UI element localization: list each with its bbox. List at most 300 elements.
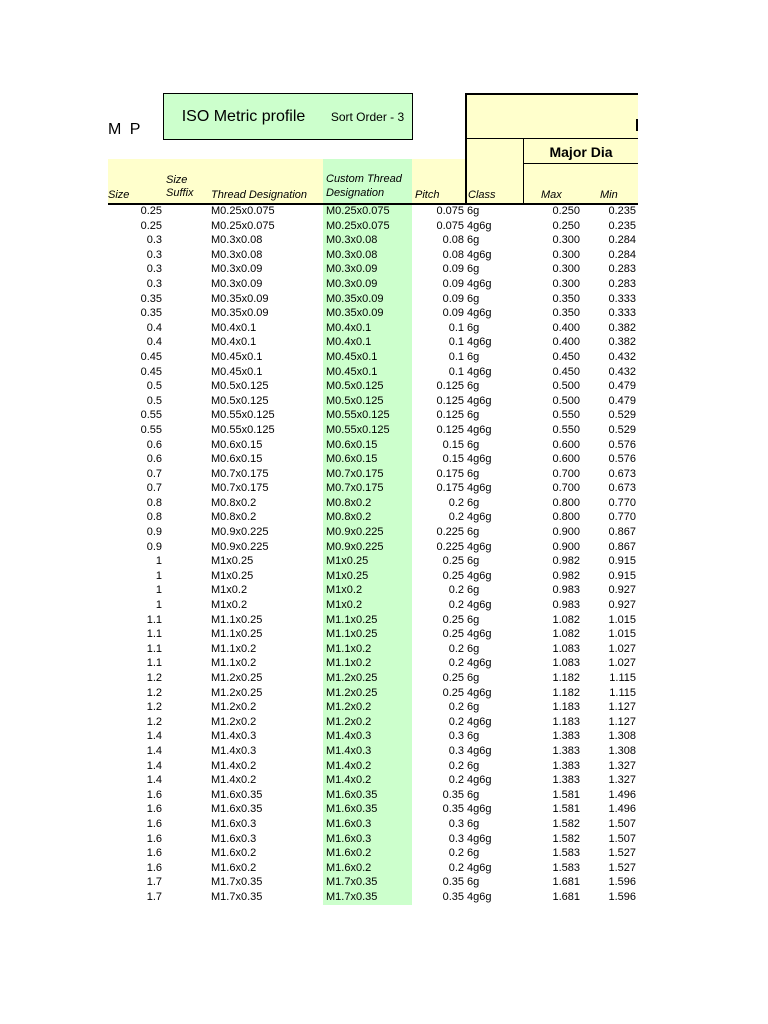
min-cell: 0.283: [608, 277, 636, 290]
size-cell: 1.6: [146, 817, 162, 830]
max-cell: 0.700: [552, 467, 580, 480]
table-row: [108, 467, 638, 482]
min-cell: 1.327: [608, 759, 636, 772]
table-row: [108, 233, 638, 248]
min-cell: 0.927: [608, 599, 636, 612]
thread-designation-cell: M1.6x0.2: [211, 861, 257, 874]
pitch-cell: 0.15: [442, 453, 464, 466]
size-cell: 1: [155, 584, 162, 597]
max-cell: 0.400: [552, 336, 580, 349]
class-cell: 4g6g: [467, 482, 492, 495]
size-cell: 0.3: [146, 248, 162, 261]
custom-designation-cell: M1.6x0.2: [326, 847, 372, 860]
pitch-cell: 0.125: [436, 409, 464, 422]
table-row: [108, 277, 638, 292]
class-cell: 6g: [467, 205, 480, 217]
size-cell: 0.45: [140, 350, 162, 363]
pitch-cell: 0.1: [448, 350, 464, 363]
size-cell: 1.6: [146, 861, 162, 874]
thread-designation-cell: M0.8x0.2: [211, 511, 257, 524]
custom-designation-cell: M1.1x0.25: [326, 628, 378, 641]
thread-designation-cell: M1x0.2: [211, 584, 248, 597]
thread-table: [108, 204, 638, 905]
max-cell: 0.250: [552, 205, 580, 217]
class-cell: 6g: [467, 672, 480, 684]
thread-designation-cell: M0.3x0.08: [211, 248, 263, 261]
max-cell: 0.983: [552, 599, 580, 612]
size-cell: 1.2: [146, 686, 162, 699]
size-cell: 0.55: [140, 423, 162, 436]
min-cell: 0.284: [608, 248, 636, 261]
thread-designation-cell: M0.3x0.09: [211, 263, 263, 276]
pitch-cell: 0.075: [436, 219, 464, 232]
thread-designation-cell: M0.4x0.1: [211, 336, 257, 349]
thread-designation-cell: M1.4x0.3: [211, 744, 257, 757]
class-cell: 6g: [467, 496, 480, 509]
max-cell: 0.500: [552, 394, 580, 407]
class-cell: 4g6g: [467, 686, 492, 699]
size-cell: 1.4: [146, 744, 162, 757]
thread-designation-cell: M1.6x0.35: [211, 788, 263, 801]
class-cell: 6g: [467, 730, 480, 743]
pitch-cell: 0.1: [448, 321, 464, 334]
table-row: [108, 642, 638, 657]
table-row: [108, 627, 638, 642]
pitch-cell: 0.1: [448, 336, 464, 349]
thread-designation-cell: M1x0.25: [211, 555, 254, 568]
size-cell: 0.5: [146, 394, 162, 407]
custom-designation-cell: M1.7x0.35: [326, 890, 378, 903]
max-cell: 0.400: [552, 321, 580, 334]
size-cell: 1.6: [146, 832, 162, 845]
pitch-cell: 0.08: [442, 248, 464, 261]
max-cell: 1.383: [552, 744, 580, 757]
class-cell: 6g: [467, 876, 480, 889]
min-cell: 0.867: [608, 540, 636, 553]
custom-designation-cell: M0.7x0.175: [326, 482, 384, 495]
class-cell: 4g6g: [467, 248, 492, 261]
max-cell: 1.581: [552, 788, 580, 801]
pitch-cell: 0.2: [448, 496, 464, 509]
table-row: [108, 802, 638, 817]
pitch-cell: 0.2: [448, 511, 464, 524]
size-cell: 0.3: [146, 234, 162, 247]
pitch-cell: 0.25: [442, 686, 464, 699]
table-row: [108, 686, 638, 701]
class-cell: 4g6g: [467, 628, 492, 641]
size-cell: 1.7: [146, 890, 162, 903]
pitch-cell: 0.25: [442, 628, 464, 641]
header-top-box: [465, 93, 638, 138]
pitch-cell: 0.125: [436, 423, 464, 436]
max-cell: 0.350: [552, 292, 580, 305]
table-row: [108, 890, 638, 905]
thread-designation-cell: M1x0.25: [211, 569, 254, 582]
max-cell: 1.583: [552, 847, 580, 860]
min-cell: 0.235: [608, 205, 636, 217]
pitch-cell: 0.09: [442, 263, 464, 276]
min-cell: 1.115: [609, 672, 636, 684]
size-cell: 1.6: [146, 788, 162, 801]
custom-designation-cell: M0.6x0.15: [326, 453, 378, 466]
min-cell: 1.027: [608, 657, 636, 670]
min-cell: 1.308: [608, 730, 636, 743]
min-cell: 0.432: [608, 365, 636, 378]
thread-designation-cell: M0.55x0.125: [211, 409, 275, 422]
class-cell: 6g: [467, 438, 480, 451]
class-cell: 4g6g: [467, 336, 492, 349]
size-cell: 0.55: [140, 409, 162, 422]
thread-designation-cell: M1.6x0.2: [211, 847, 257, 860]
pitch-cell: 0.125: [436, 380, 464, 393]
max-cell: 1.183: [552, 701, 580, 714]
min-cell: 0.382: [608, 336, 636, 349]
pitch-cell: 0.225: [436, 540, 464, 553]
thread-designation-cell: M0.3x0.08: [211, 234, 263, 247]
mp-label: M P: [108, 121, 143, 138]
thread-designation-cell: M1x0.2: [211, 599, 248, 612]
class-cell: 6g: [467, 555, 480, 568]
min-cell: 0.673: [608, 482, 636, 495]
max-cell: 0.300: [552, 277, 580, 290]
thread-designation-cell: M1.2x0.2: [211, 701, 257, 714]
min-cell: 1.507: [608, 817, 636, 830]
max-cell: 0.300: [552, 248, 580, 261]
custom-designation-cell: M0.7x0.175: [326, 467, 384, 480]
custom-designation-cell: M0.35x0.09: [326, 292, 384, 305]
min-cell: 0.529: [608, 423, 636, 436]
thread-designation-cell: M0.6x0.15: [211, 438, 263, 451]
table-row: [108, 510, 638, 525]
max-cell: 0.450: [552, 365, 580, 378]
custom-designation-cell: M0.5x0.125: [326, 394, 384, 407]
max-cell: 1.581: [552, 803, 580, 816]
max-cell: 0.900: [552, 540, 580, 553]
table-row: [108, 496, 638, 511]
custom-designation-cell: M0.25x0.075: [326, 205, 390, 217]
size-cell: 1.1: [146, 628, 162, 641]
thread-designation-cell: M0.35x0.09: [211, 292, 269, 305]
size-cell: 1.6: [146, 847, 162, 860]
pitch-cell: 0.2: [448, 642, 464, 655]
pitch-cell: 0.1: [448, 365, 464, 378]
min-cell: 0.382: [608, 321, 636, 334]
thread-designation-cell: M1.6x0.3: [211, 832, 257, 845]
col-header-thread-designation: Thread Designation: [211, 189, 308, 201]
thread-designation-cell: M0.35x0.09: [211, 307, 269, 320]
custom-designation-cell: M1.2x0.25: [326, 672, 378, 684]
pitch-cell: 0.09: [442, 292, 464, 305]
class-cell: 4g6g: [467, 774, 492, 787]
min-cell: 1.527: [608, 861, 636, 874]
thread-designation-cell: M0.4x0.1: [211, 321, 257, 334]
class-cell: 6g: [467, 642, 480, 655]
max-cell: 0.550: [552, 409, 580, 422]
table-row: [108, 379, 638, 394]
table-row: [108, 262, 638, 277]
class-cell: 6g: [467, 613, 480, 626]
pitch-cell: 0.35: [442, 788, 464, 801]
class-cell: 4g6g: [467, 890, 492, 903]
thread-designation-cell: M0.7x0.175: [211, 467, 269, 480]
class-cell: 6g: [467, 701, 480, 714]
min-cell: 0.770: [608, 496, 636, 509]
table-row: [108, 598, 638, 613]
class-cell: 6g: [467, 234, 480, 247]
custom-designation-cell: M1.4x0.3: [326, 744, 372, 757]
custom-designation-cell: M1.6x0.3: [326, 832, 372, 845]
class-cell: 6g: [467, 380, 480, 393]
min-cell: 0.283: [608, 263, 636, 276]
custom-designation-cell: M1.2x0.2: [326, 715, 372, 728]
size-cell: 0.7: [146, 482, 162, 495]
table-row: [108, 438, 638, 453]
custom-designation-cell: M1.4x0.2: [326, 774, 372, 787]
pitch-cell: 0.2: [448, 847, 464, 860]
pitch-cell: 0.25: [442, 613, 464, 626]
custom-designation-cell: M0.25x0.075: [326, 219, 390, 232]
custom-designation-cell: M0.3x0.09: [326, 263, 378, 276]
table-row: [108, 408, 638, 423]
max-cell: 0.350: [552, 307, 580, 320]
pitch-cell: 0.2: [448, 861, 464, 874]
col-header-max: Max: [541, 189, 562, 201]
table-row: [108, 729, 638, 744]
thread-designation-cell: M1.1x0.2: [211, 642, 257, 655]
min-cell: 1.507: [608, 832, 636, 845]
class-cell: 4g6g: [467, 219, 492, 232]
custom-designation-cell: M1.6x0.3: [326, 817, 372, 830]
max-cell: 1.083: [552, 657, 580, 670]
size-cell: 1.6: [146, 803, 162, 816]
max-cell: 1.182: [552, 686, 580, 699]
thread-designation-cell: M0.5x0.125: [211, 380, 269, 393]
size-cell: 0.5: [146, 380, 162, 393]
size-cell: 1.1: [146, 657, 162, 670]
pitch-cell: 0.2: [448, 599, 464, 612]
custom-designation-cell: M1.4x0.2: [326, 759, 372, 772]
pitch-cell: 0.35: [442, 876, 464, 889]
max-cell: 0.300: [552, 263, 580, 276]
pitch-cell: 0.2: [448, 715, 464, 728]
max-cell: 0.450: [552, 350, 580, 363]
custom-designation-cell: M0.6x0.15: [326, 438, 378, 451]
pitch-cell: 0.15: [442, 438, 464, 451]
custom-designation-cell: M0.55x0.125: [326, 409, 390, 422]
min-cell: 1.308: [608, 744, 636, 757]
thread-designation-cell: M0.5x0.125: [211, 394, 269, 407]
class-cell: 4g6g: [467, 599, 492, 612]
thread-designation-cell: M1.2x0.25: [211, 686, 263, 699]
custom-designation-cell: M1.4x0.3: [326, 730, 372, 743]
size-cell: 1.4: [146, 774, 162, 787]
min-cell: 0.927: [608, 584, 636, 597]
pitch-cell: 0.225: [436, 526, 464, 539]
class-cell: 6g: [467, 759, 480, 772]
max-cell: 1.182: [552, 672, 580, 684]
thread-designation-cell: M1.1x0.25: [211, 613, 263, 626]
custom-designation-cell: M1.2x0.25: [326, 686, 378, 699]
size-cell: 0.4: [146, 336, 162, 349]
custom-designation-cell: M0.5x0.125: [326, 380, 384, 393]
pitch-cell: 0.08: [442, 234, 464, 247]
table-row: [108, 204, 638, 219]
class-cell: 6g: [467, 467, 480, 480]
thread-designation-cell: M1.2x0.2: [211, 715, 257, 728]
col-header-custom-2: Designation: [326, 187, 385, 199]
col-header-min: Min: [600, 189, 618, 201]
class-cell: 4g6g: [467, 803, 492, 816]
table-row: [108, 744, 638, 759]
max-cell: 0.600: [552, 453, 580, 466]
major-dia-header: Major Dia: [524, 138, 638, 164]
size-cell: 0.9: [146, 526, 162, 539]
pitch-cell: 0.35: [442, 890, 464, 903]
thread-designation-cell: M1.4x0.2: [211, 759, 257, 772]
max-cell: 0.983: [552, 584, 580, 597]
min-cell: 0.235: [608, 219, 636, 232]
pitch-cell: 0.2: [448, 759, 464, 772]
min-cell: 1.527: [608, 847, 636, 860]
size-cell: 0.35: [140, 307, 162, 320]
table-row: [108, 861, 638, 876]
table-row: [108, 394, 638, 409]
pitch-cell: 0.25: [442, 672, 464, 684]
max-cell: 0.800: [552, 511, 580, 524]
class-cell: 4g6g: [467, 569, 492, 582]
size-cell: 0.25: [140, 219, 162, 232]
custom-designation-cell: M0.3x0.08: [326, 234, 378, 247]
sort-order-label: Sort Order - 3: [323, 93, 413, 140]
size-cell: 0.8: [146, 511, 162, 524]
max-cell: 0.982: [552, 555, 580, 568]
table-row: [108, 423, 638, 438]
class-cell: 6g: [467, 292, 480, 305]
class-cell: 4g6g: [467, 453, 492, 466]
class-cell: 6g: [467, 409, 480, 422]
size-cell: 0.45: [140, 365, 162, 378]
table-row: [108, 481, 638, 496]
custom-designation-cell: M1.6x0.2: [326, 861, 372, 874]
max-cell: 0.250: [552, 219, 580, 232]
class-cell: 4g6g: [467, 365, 492, 378]
table-row: [108, 306, 638, 321]
table-row: [108, 788, 638, 803]
size-cell: 1.2: [146, 672, 162, 684]
max-cell: 1.583: [552, 861, 580, 874]
min-cell: 0.867: [608, 526, 636, 539]
thread-designation-cell: M1.6x0.3: [211, 817, 257, 830]
max-cell: 1.383: [552, 774, 580, 787]
max-cell: 0.550: [552, 423, 580, 436]
pitch-cell: 0.09: [442, 277, 464, 290]
thread-designation-cell: M0.45x0.1: [211, 365, 263, 378]
table-row: [108, 525, 638, 540]
custom-designation-cell: M0.35x0.09: [326, 307, 384, 320]
thread-designation-cell: M0.55x0.125: [211, 423, 275, 436]
class-cell: 6g: [467, 321, 480, 334]
class-cell: 4g6g: [467, 832, 492, 845]
size-cell: 1.1: [146, 642, 162, 655]
thread-designation-cell: M1.4x0.2: [211, 774, 257, 787]
pitch-cell: 0.25: [442, 555, 464, 568]
thread-designation-cell: M0.7x0.175: [211, 482, 269, 495]
pitch-cell: 0.3: [448, 817, 464, 830]
size-cell: 0.6: [146, 453, 162, 466]
table-row: [108, 219, 638, 234]
table-row: [108, 365, 638, 380]
max-cell: 1.681: [552, 876, 580, 889]
table-row: [108, 846, 638, 861]
class-cell: 6g: [467, 584, 480, 597]
max-cell: 1.582: [552, 817, 580, 830]
size-cell: 1.2: [146, 701, 162, 714]
size-cell: 1: [155, 555, 162, 568]
size-cell: 0.35: [140, 292, 162, 305]
pitch-cell: 0.3: [448, 832, 464, 845]
table-row: [108, 671, 638, 686]
pitch-cell: 0.2: [448, 701, 464, 714]
thread-designation-cell: M1.7x0.35: [211, 890, 263, 903]
table-row: [108, 569, 638, 584]
class-cell: 4g6g: [467, 511, 492, 524]
table-row: [108, 321, 638, 336]
major-dia-divider: [524, 163, 638, 164]
custom-designation-cell: M1.6x0.35: [326, 788, 378, 801]
class-cell: 4g6g: [467, 715, 492, 728]
pitch-cell: 0.09: [442, 307, 464, 320]
min-cell: 1.496: [608, 788, 636, 801]
min-cell: 1.027: [608, 642, 636, 655]
table-row: [108, 350, 638, 365]
class-cell: 4g6g: [467, 423, 492, 436]
table-row: [108, 452, 638, 467]
min-cell: 1.115: [609, 686, 636, 699]
min-cell: 1.596: [608, 876, 636, 889]
table-row: [108, 335, 638, 350]
size-cell: 0.8: [146, 496, 162, 509]
custom-designation-cell: M1.2x0.2: [326, 701, 372, 714]
pitch-cell: 0.175: [436, 482, 464, 495]
custom-designation-cell: M1.1x0.2: [326, 642, 372, 655]
custom-designation-cell: M1x0.2: [326, 599, 363, 612]
table-row: [108, 875, 638, 890]
max-cell: 1.681: [552, 890, 580, 903]
pitch-cell: 0.2: [448, 657, 464, 670]
pitch-cell: 0.35: [442, 803, 464, 816]
min-cell: 0.284: [608, 234, 636, 247]
class-cell: 6g: [467, 263, 480, 276]
thread-designation-cell: M0.25x0.075: [211, 205, 275, 217]
col-header-pitch: Pitch: [415, 189, 440, 201]
min-cell: 1.127: [608, 701, 636, 714]
size-cell: 0.7: [146, 467, 162, 480]
max-cell: 0.500: [552, 380, 580, 393]
max-cell: 0.600: [552, 438, 580, 451]
custom-designation-cell: M1x0.25: [326, 569, 369, 582]
max-cell: 1.383: [552, 759, 580, 772]
min-cell: 0.915: [608, 555, 636, 568]
class-cell: 6g: [467, 847, 480, 860]
thread-designation-cell: M0.25x0.075: [211, 219, 275, 232]
min-cell: 0.915: [608, 569, 636, 582]
table-row: [108, 759, 638, 774]
size-cell: 0.3: [146, 263, 162, 276]
size-cell: 0.3: [146, 277, 162, 290]
min-cell: 1.596: [608, 890, 636, 903]
pitch-cell: 0.3: [448, 730, 464, 743]
table-row: [108, 540, 638, 555]
